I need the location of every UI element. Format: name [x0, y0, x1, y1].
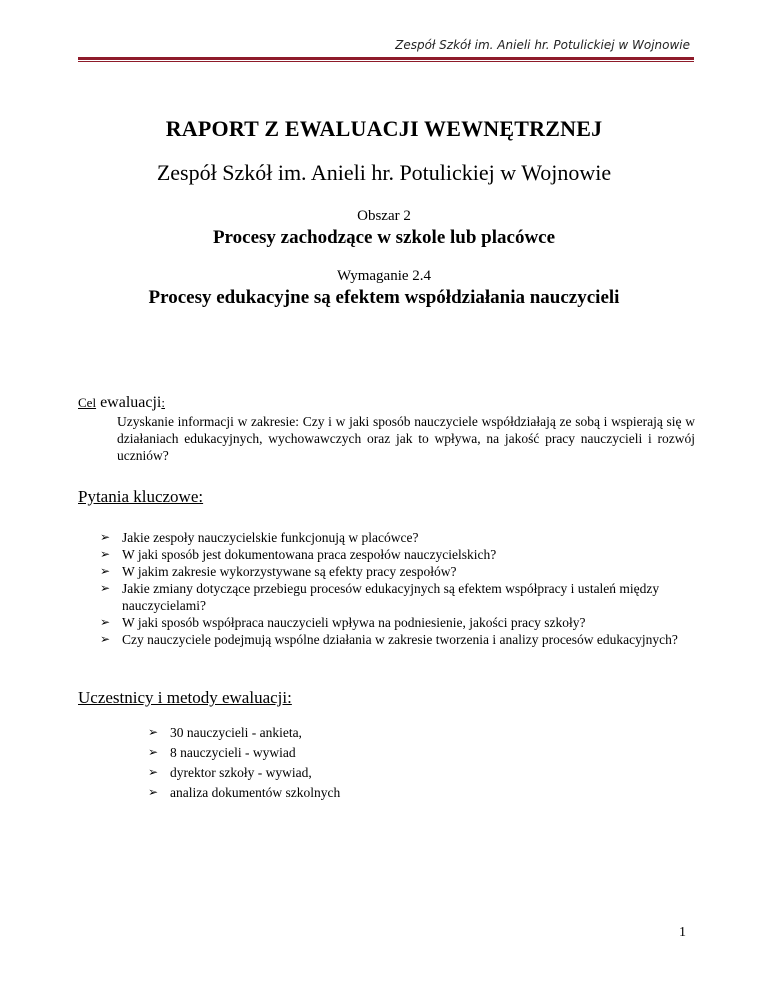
page-number: 1 — [679, 925, 686, 940]
participant-text: analiza dokumentów szkolnych — [170, 785, 341, 800]
requirement-title: Procesy edukacyjne są efektem współdziałania nauczycieli — [148, 287, 620, 308]
key-question-text: Jakie zespoły nauczycielskie funkcjonują w placówce? — [122, 530, 419, 545]
area-title: Procesy zachodzące w szkole lub placówce — [212, 227, 556, 248]
list-item — [148, 764, 548, 784]
list-item — [100, 631, 680, 648]
school-name: Zespół Szkół im. Anieli hr. Potulickiej w Wojnowie — [156, 160, 612, 185]
goal-heading-colon: : — [161, 395, 165, 410]
arrow-bullet-icon: ➢ — [100, 564, 111, 578]
arrow-bullet-icon: ➢ — [148, 785, 159, 799]
arrow-bullet-icon: ➢ — [100, 547, 111, 561]
list-item — [148, 724, 548, 744]
participant-text: 8 nauczycieli - wywiad — [170, 745, 296, 760]
key-question-text: W jaki sposób jest dokumentowana praca zespołów nauczycielskich? — [122, 547, 497, 562]
list-item — [100, 529, 680, 546]
arrow-bullet-icon: ➢ — [148, 745, 159, 759]
key-questions-heading: Pytania kluczowe: — [78, 487, 204, 506]
arrow-bullet-icon: ➢ — [148, 765, 159, 779]
area-label: Obszar 2 — [357, 208, 411, 224]
list-item — [148, 784, 548, 804]
goal-heading — [78, 394, 165, 412]
list-item — [100, 546, 680, 563]
arrow-bullet-icon: ➢ — [148, 725, 159, 739]
header-rule-thick — [78, 57, 694, 60]
goal-heading-prefix: Cel — [78, 395, 97, 410]
key-question-text: W jakim zakresie wykorzystywane są efekty pracy zespołów? — [122, 564, 457, 579]
goal-heading-rest: ewaluacji — [96, 394, 162, 411]
list-item — [100, 614, 680, 631]
key-question-text: W jaki sposób współpraca nauczycieli wpływa na podniesienie, jakości pracy szkoły? — [122, 615, 586, 630]
arrow-bullet-icon: ➢ — [100, 530, 111, 544]
arrow-bullet-icon: ➢ — [100, 581, 111, 595]
list-item — [148, 744, 548, 764]
participant-text: 30 nauczycieli - ankieta, — [170, 725, 302, 740]
report-title: RAPORT Z EWALUACJI WEWNĘTRZNEJ — [165, 116, 603, 141]
participants-list — [148, 724, 548, 804]
header-text: Zespół Szkół im. Anieli hr. Potulickiej w Wojnowie — [395, 38, 690, 52]
list-item — [100, 580, 680, 614]
requirement-label: Wymaganie 2.4 — [336, 268, 432, 284]
participants-heading: Uczestnicy i metody ewaluacji: — [78, 688, 292, 707]
participant-text: dyrektor szkoły - wywiad, — [170, 765, 312, 780]
arrow-bullet-icon: ➢ — [100, 615, 111, 629]
header-rule-thin — [78, 61, 694, 62]
key-question-text: Jakie zmiany dotyczące przebiegu procesów edukacyjnych są efektem współpracy i ustaleń między nauczycielami? — [122, 581, 660, 613]
goal-text: Uzyskanie informacji w zakresie: Czy i w jaki sposób nauczyciele współdziałają ze sobą i wspierają się w działaniach edukacyjnych, wychowawczych oraz jak to wpływa, na jakość pracy nauczycieli i rozwój uczniów? — [117, 414, 695, 463]
header-rule — [78, 57, 694, 62]
arrow-bullet-icon: ➢ — [100, 632, 111, 646]
key-question-text: Czy nauczyciele podejmują wspólne działania w zakresie tworzenia i analizy procesów edukacyjnych? — [122, 632, 678, 647]
list-item — [100, 563, 680, 580]
key-questions-list — [100, 529, 680, 648]
